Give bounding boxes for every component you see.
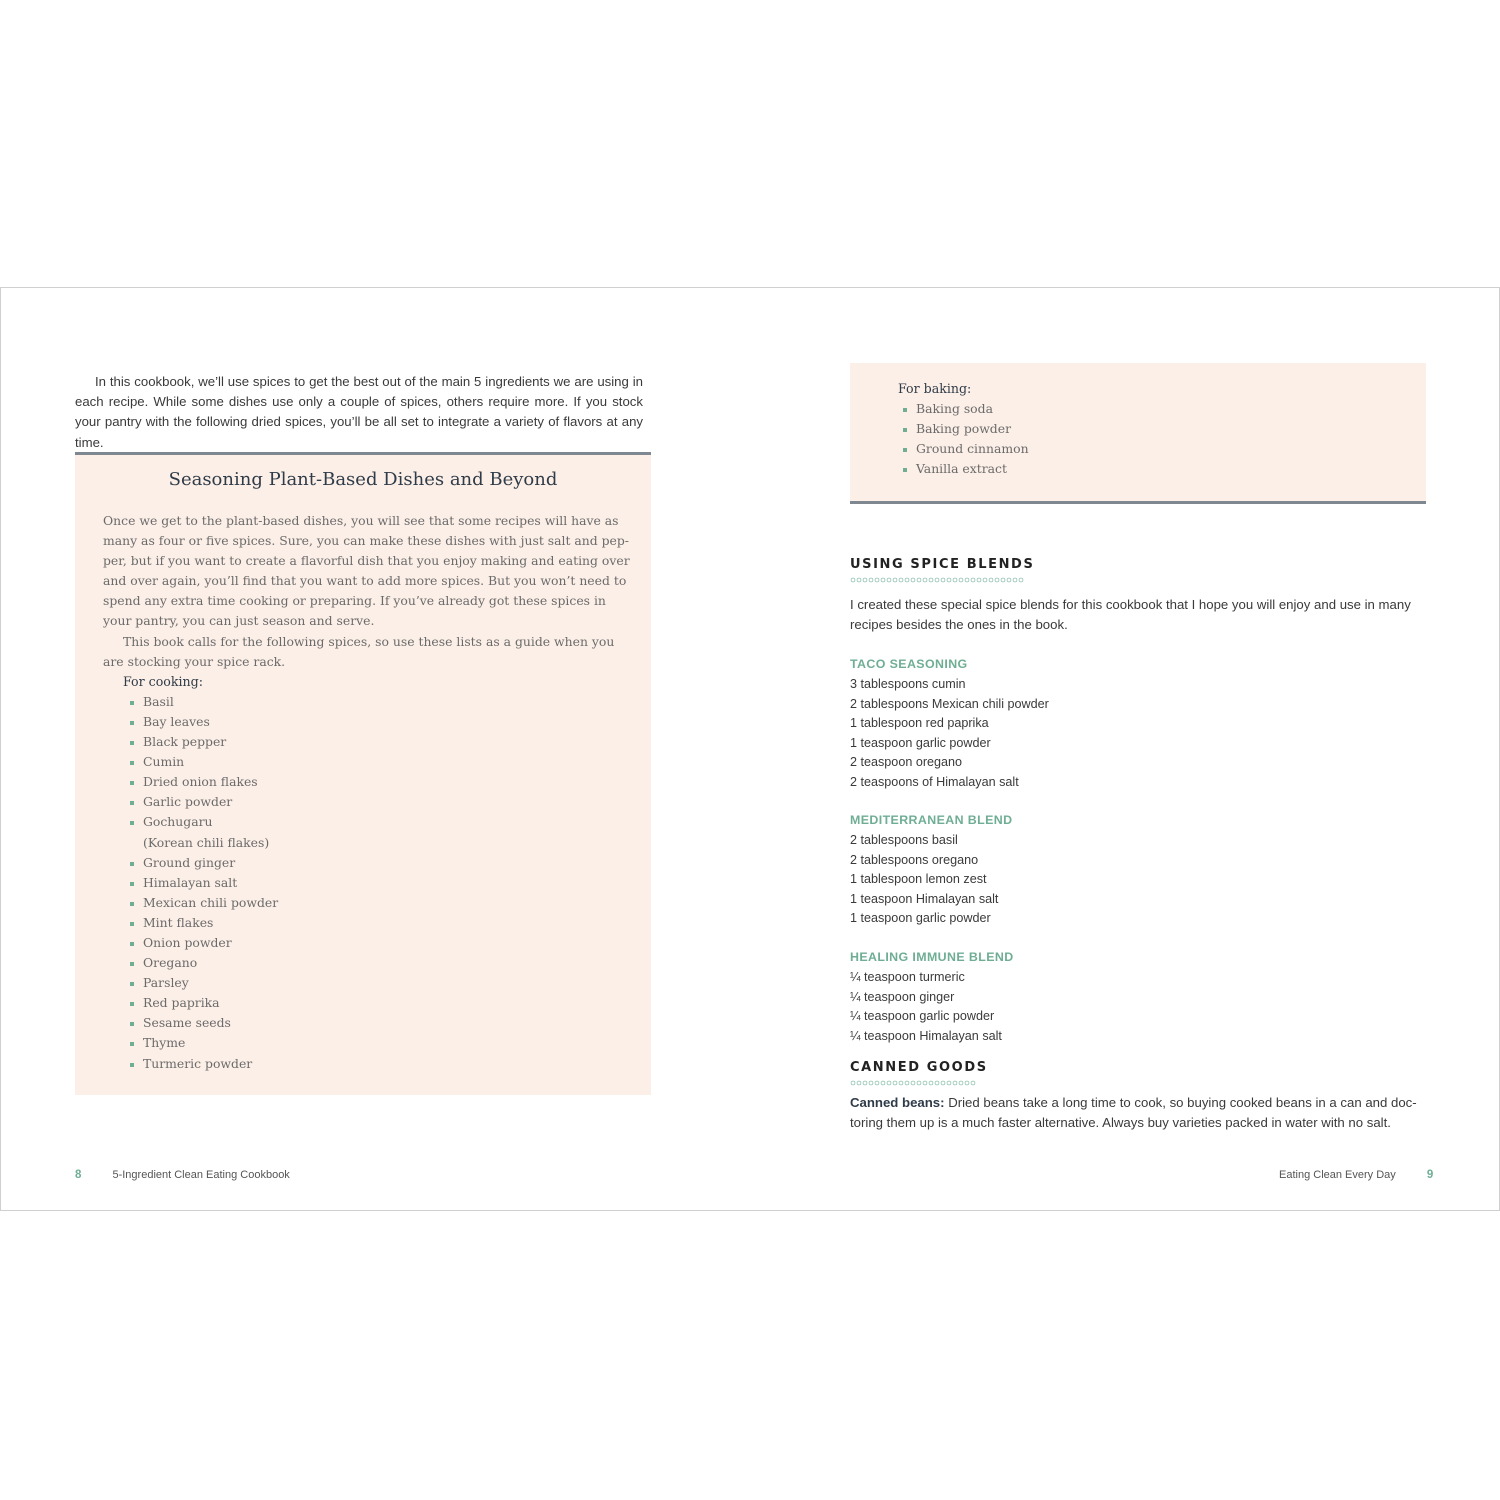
- list-item: ¼ teaspoon ginger: [850, 989, 955, 1004]
- list-item: Parsley: [130, 973, 631, 993]
- sidebar-body: [103, 511, 631, 1074]
- cooking-spice-list: [103, 692, 631, 1074]
- right-footer: [1279, 1169, 1433, 1181]
- list-item: Mexican chili powder: [130, 893, 631, 913]
- list-item: Sesame seeds: [130, 1013, 631, 1033]
- list-item: Baking powder: [903, 419, 1029, 439]
- left-footer: [75, 1169, 290, 1181]
- blend-title: TACO SEASONING: [850, 657, 968, 671]
- squiggle-divider: [850, 1080, 976, 1086]
- list-item: 1 teaspoon garlic powder: [850, 735, 991, 750]
- list-item: 2 tablespoons basil: [850, 833, 958, 847]
- list-item: Red paprika: [130, 993, 631, 1013]
- list-item: Vanilla extract: [903, 459, 1029, 479]
- list-item: Garlic powder: [130, 792, 631, 812]
- list-item: Bay leaves: [130, 712, 631, 732]
- intro-paragraph: In this cookbook, we’ll use spices to get the best out of the main 5 ingredients we are using in each recipe. While some dishes use only a couple of spices, others require more. If you stock your pantry with the following dried spices, you’ll be all set to integrate a variety of flavors at any time.: [75, 374, 643, 450]
- blend-title: MEDITERRANEAN BLEND: [850, 813, 1013, 827]
- canned-beans-paragraph: [850, 1093, 1422, 1133]
- baking-heading: For baking:: [898, 381, 972, 396]
- sidebar-title: Seasoning Plant-Based Dishes and Beyond: [168, 469, 558, 490]
- cooking-heading: For cooking:: [123, 673, 203, 689]
- list-item: Mint flakes: [130, 913, 631, 933]
- list-item: 2 teaspoons of Himalayan salt: [850, 774, 1019, 789]
- blend-list: [850, 675, 1049, 792]
- list-item: Black pepper: [130, 732, 631, 752]
- list-item: Dried onion flakes: [130, 772, 631, 792]
- list-item: Ground cinnamon: [903, 439, 1029, 459]
- list-item: Baking soda: [903, 399, 1029, 419]
- list-item: Oregano: [130, 953, 631, 973]
- page-number: 9: [1426, 1169, 1434, 1181]
- list-item: Basil: [130, 692, 631, 712]
- list-item: 1 tablespoon red paprika: [850, 716, 989, 730]
- list-item: 1 tablespoon lemon zest: [850, 872, 987, 886]
- squiggle-divider: [850, 577, 1024, 583]
- page-number: 8: [75, 1169, 82, 1181]
- list-item: 2 teaspoon oregano: [850, 755, 963, 769]
- list-item: Turmeric powder: [130, 1054, 631, 1074]
- sidebar-paragraph-1: Once we get to the plant-based dishes, you will see that some recipes will have as many as four or five spices. Sure, you can make these dishes with just salt and pep-per, but if you want to create a flavorful dish that you enjoy making and eating over and over again, you’ll find that you want to add more spices. But you won’t need to spend any extra time cooking or preparing. If you’ve already got these spices in your pantry, you can just season and serve.: [103, 513, 630, 629]
- canned-beans-label: Canned beans:: [850, 1095, 945, 1110]
- spice-blends-heading: USING SPICE BLENDS: [850, 557, 1035, 572]
- sidebar-paragraph-2: This book calls for the following spices, so use these lists as a guide when you are stocking your spice rack.: [103, 633, 615, 669]
- list-item: 2 tablespoons Mexican chili powder: [850, 696, 1049, 711]
- baking-spice-list: [876, 399, 1029, 479]
- blend-list: [850, 968, 1002, 1046]
- list-item: [130, 812, 631, 852]
- list-item: 1 teaspoon garlic powder: [850, 911, 991, 925]
- list-item: ¼ teaspoon Himalayan salt: [850, 1028, 1002, 1043]
- list-item-text: Gochugaru: [143, 814, 213, 830]
- list-item: Cumin: [130, 752, 631, 772]
- list-item: ¼ teaspoon garlic powder: [850, 1009, 995, 1023]
- list-item: 2 tablespoons oregano: [850, 852, 979, 867]
- list-item: Onion powder: [130, 933, 631, 953]
- running-title: Eating Clean Every Day: [1279, 1169, 1396, 1181]
- blend-title: HEALING IMMUNE BLEND: [850, 950, 1014, 964]
- running-title: 5-Ingredient Clean Eating Cookbook: [112, 1169, 290, 1181]
- list-item: Thyme: [130, 1033, 631, 1053]
- baking-sidebar-box: [850, 363, 1426, 504]
- blend-list: [850, 831, 998, 929]
- canned-goods-heading: CANNED GOODS: [850, 1060, 988, 1075]
- list-item: Himalayan salt: [130, 873, 631, 893]
- list-item: 3 tablespoons cumin: [850, 677, 966, 691]
- canned-beans-text: Dried beans take a long time to cook, so buying cooked beans in a can and doc-toring them up is a much faster alternative. Always buy varieties packed in water with no salt.: [850, 1095, 1417, 1130]
- list-item: 1 teaspoon Himalayan salt: [850, 891, 999, 906]
- list-item: Ground ginger: [130, 853, 631, 873]
- list-item: ¼ teaspoon turmeric: [850, 970, 965, 984]
- book-spread: [0, 287, 1500, 1211]
- spice-blends-intro: I created these special spice blends for this cookbook that I hope you will enjoy and use in many recipes besides the ones in the book.: [850, 597, 1411, 632]
- seasoning-sidebar-box: [75, 452, 651, 1095]
- list-item-continuation: (Korean chili flakes): [143, 834, 270, 850]
